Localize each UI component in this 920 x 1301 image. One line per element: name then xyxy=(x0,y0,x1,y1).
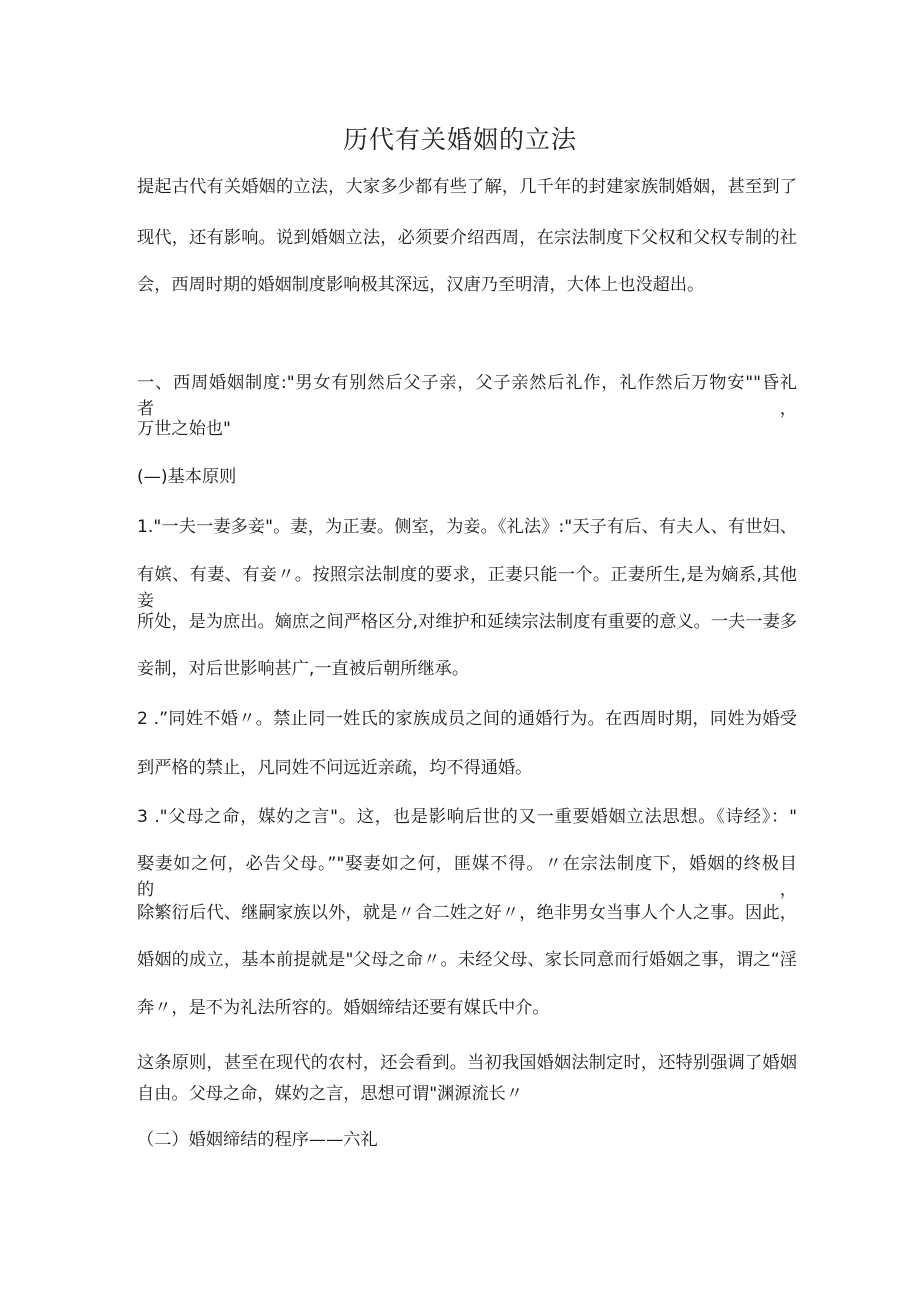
paragraph-line: 除繁衍后代、继嗣家族以外，就是〃合二姓之好〃，绝非男女当事人个人之事。因此， xyxy=(137,903,797,923)
paragraph-line: 现代，还有影响。说到婚姻立法，必须要介绍西周，在宗法制度下父权和父权专制的社 xyxy=(137,228,797,248)
section-heading-line: 万世之始也" xyxy=(137,419,231,439)
paragraph-line: 有嫔、有妻、有妾〃。按照宗法制度的要求，正妻只能一个。正妻所生,是为嫡系,其他妾 xyxy=(137,565,797,611)
subsection-heading: （二）婚姻缔结的程序——六礼 xyxy=(137,1130,378,1150)
paragraph-line: 到严格的禁止，凡同姓不问远近亲疏，均不得通婚。 xyxy=(137,758,533,778)
paragraph-line: 2 .”同姓不婚〃。禁止同一姓氏的家族成员之间的通婚行为。在西周时期，同姓为婚受 xyxy=(137,709,797,729)
paragraph-line: 奔〃，是不为礼法所容的。婚姻缔结还要有媒氏中介。 xyxy=(137,998,550,1018)
subsection-heading: (—)基本原则 xyxy=(137,467,237,487)
document-title: 历代有关婚姻的立法 xyxy=(342,125,577,154)
paragraph-line: 这条原则，甚至在现代的农村，还会看到。当初我国婚姻法制定时，还特别强调了婚姻 xyxy=(137,1053,797,1073)
section-heading-line: 一、西周婚姻制度:"男女有别然后父子亲，父子亲然后礼作，礼作然后万物安""昏礼者， xyxy=(137,373,797,419)
paragraph-line: 1."一夫一妻多妾"。妻，为正妻。侧室，为妾。《礼法》:"天子有后、有夫人、有世妇、 xyxy=(137,517,797,537)
paragraph-line: 娶妻如之何，必告父母。”"娶妻如之何，匪媒不得。〃在宗法制度下，婚姻的终极目的， xyxy=(137,854,797,900)
paragraph-line: 提起古代有关婚姻的立法，大家多少都有些了解，几千年的封建家族制婚姻，甚至到了 xyxy=(137,177,797,197)
paragraph-line: 所处，是为庶出。嫡庶之间严格区分,对维护和延续宗法制度有重要的意义。一夫一妻多 xyxy=(137,612,797,632)
paragraph-line: 妾制，对后世影响甚广,一直被后朝所继承。 xyxy=(137,659,470,679)
paragraph-line: 3 ."父母之命，媒妁之言"。这，也是影响后世的又一重要婚姻立法思想。《诗经》：" xyxy=(137,807,797,827)
paragraph-line: 婚姻的成立，基本前提就是"父母之命〃。未经父母、家长同意而行婚姻之事，谓之“淫 xyxy=(137,950,797,970)
paragraph-line: 会，西周时期的婚姻制度影响极其深远，汉唐乃至明清，大体上也没超出。 xyxy=(137,275,705,295)
paragraph-line: 自由。父母之命，媒妁之言，思想可谓"渊源流长〃 xyxy=(137,1084,524,1104)
